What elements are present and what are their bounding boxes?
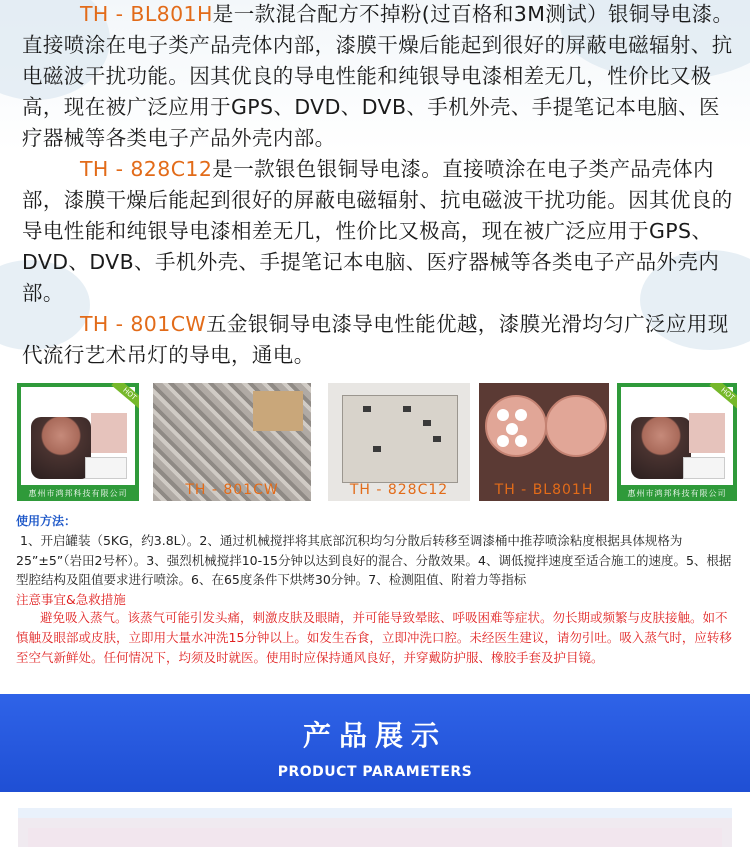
shielded-panel-image [342, 395, 458, 483]
product-photo-jar-left [17, 383, 139, 501]
company-brand-text: 惠州市鸿邦科技有限公司 [28, 489, 128, 498]
hot-badge: HOT [111, 383, 139, 410]
safety-title: 注意事宜&急救措施 [16, 591, 126, 607]
intro-paragraph-801cw [22, 309, 734, 371]
banner-title: 产品展示 [302, 719, 447, 752]
photo-caption-801cw: TH - 801CW [185, 482, 279, 498]
color-swatch [91, 413, 127, 453]
hot-badge: HOT [709, 383, 737, 410]
product-code-bl801h: TH - BL801H [80, 2, 213, 26]
company-brand-text: 惠州市鸿邦科技有限公司 [627, 489, 727, 498]
product-intro [22, 0, 734, 371]
product-photo-bl801h [479, 383, 609, 501]
usage-title: 使用方法： [16, 514, 77, 528]
paint-jar-image [31, 417, 91, 479]
cardboard-box-image [253, 391, 303, 431]
product-photo-jar-right [617, 383, 737, 501]
usage-section [16, 512, 736, 668]
intro-text-bl801h: 是一款混合配方不掉粉(过百格和3M测试）银铜导电漆。直接喷涂在电子类产品壳体内部，漆膜干燥后能起到很好的屏蔽电磁辐射、抗电磁波干扰功能。因其优良的导电性能和纯银导电漆相差无几，性价比又极高，现在被广泛应用于GPS、DVD、DVB、手机外壳、手提笔记本电脑、医疗器械等各类电子产品外壳内部。 [22, 2, 734, 150]
product-code-828c12: TH - 828C12 [80, 157, 213, 181]
product-photo-801cw [153, 383, 311, 501]
banner-subtitle: PRODUCT PARAMETERS [277, 764, 473, 780]
photo-caption-bl801h: TH - BL801H [494, 482, 594, 498]
product-label-card [683, 457, 725, 479]
photo-caption-828c12: TH - 828C12 [349, 482, 449, 498]
product-display-banner [0, 694, 750, 792]
usage-instructions: 1、开启罐装（5KG，约3.8L）。2、通过机械搅拌将其底部沉积均匀分散后转移至调漆桶中推荐喷涂粘度根据具体规格为25”±5”（岩田2号杯）。3、强烈机械搅拌10-15分钟以达到良好的混合、分散效果。4、调低搅拌速度至适合施工的速度。5、根据型腔结构及阻值要求进行喷涂。6、在65度条件下烘烤30分钟。7、检测阻值、附着力等指标 [16, 533, 732, 587]
product-photo-828c12 [328, 383, 470, 501]
coated-disc-image [545, 395, 607, 457]
safety-instructions: 避免吸入蒸气。该蒸气可能引发头痛，刺激皮肤及眼睛，并可能导致晕眩、呼吸困难等症状。勿长期或频繁与皮肤接触。如不慎触及眼部或皮肤，立即用大量水冲洗15分钟以上。如发生吞食，立即冲洗口腔。未经医生建议，请勿引吐。吸入蒸气时，应转移至空气新鲜处。任何情况下，均须及时就医。使用时应保持通风良好，并穿戴防护服、橡胶手套及护目镜。 [16, 609, 732, 665]
coated-disc-image [485, 395, 547, 457]
product-label-card [85, 457, 127, 479]
intro-paragraph-828c12 [22, 154, 734, 309]
paint-jar-image [631, 417, 691, 479]
intro-text-801cw: 五金银铜导电漆导电性能优越，漆膜光滑均匀广泛应用现代流行艺术吊灯的导电，通电。 [22, 312, 729, 367]
intro-paragraph-bl801h [22, 0, 734, 154]
product-code-801cw: TH - 801CW [80, 312, 207, 336]
next-section-image [28, 828, 722, 847]
color-swatch [689, 413, 725, 453]
intro-text-828c12: 是一款银色银铜导电漆。直接喷涂在电子类产品壳体内部，漆膜干燥后能起到很好的屏蔽电磁辐射、抗电磁波干扰功能。因其优良的导电性能和纯银导电漆相差无几，性价比又极高，现在被广泛应用于GPS、DVD、DVB、手机外壳、手提笔记本电脑、医疗器械等各类电子产品外壳内部。 [22, 157, 733, 305]
next-section-frame [18, 808, 732, 847]
product-photo-row [17, 383, 737, 503]
